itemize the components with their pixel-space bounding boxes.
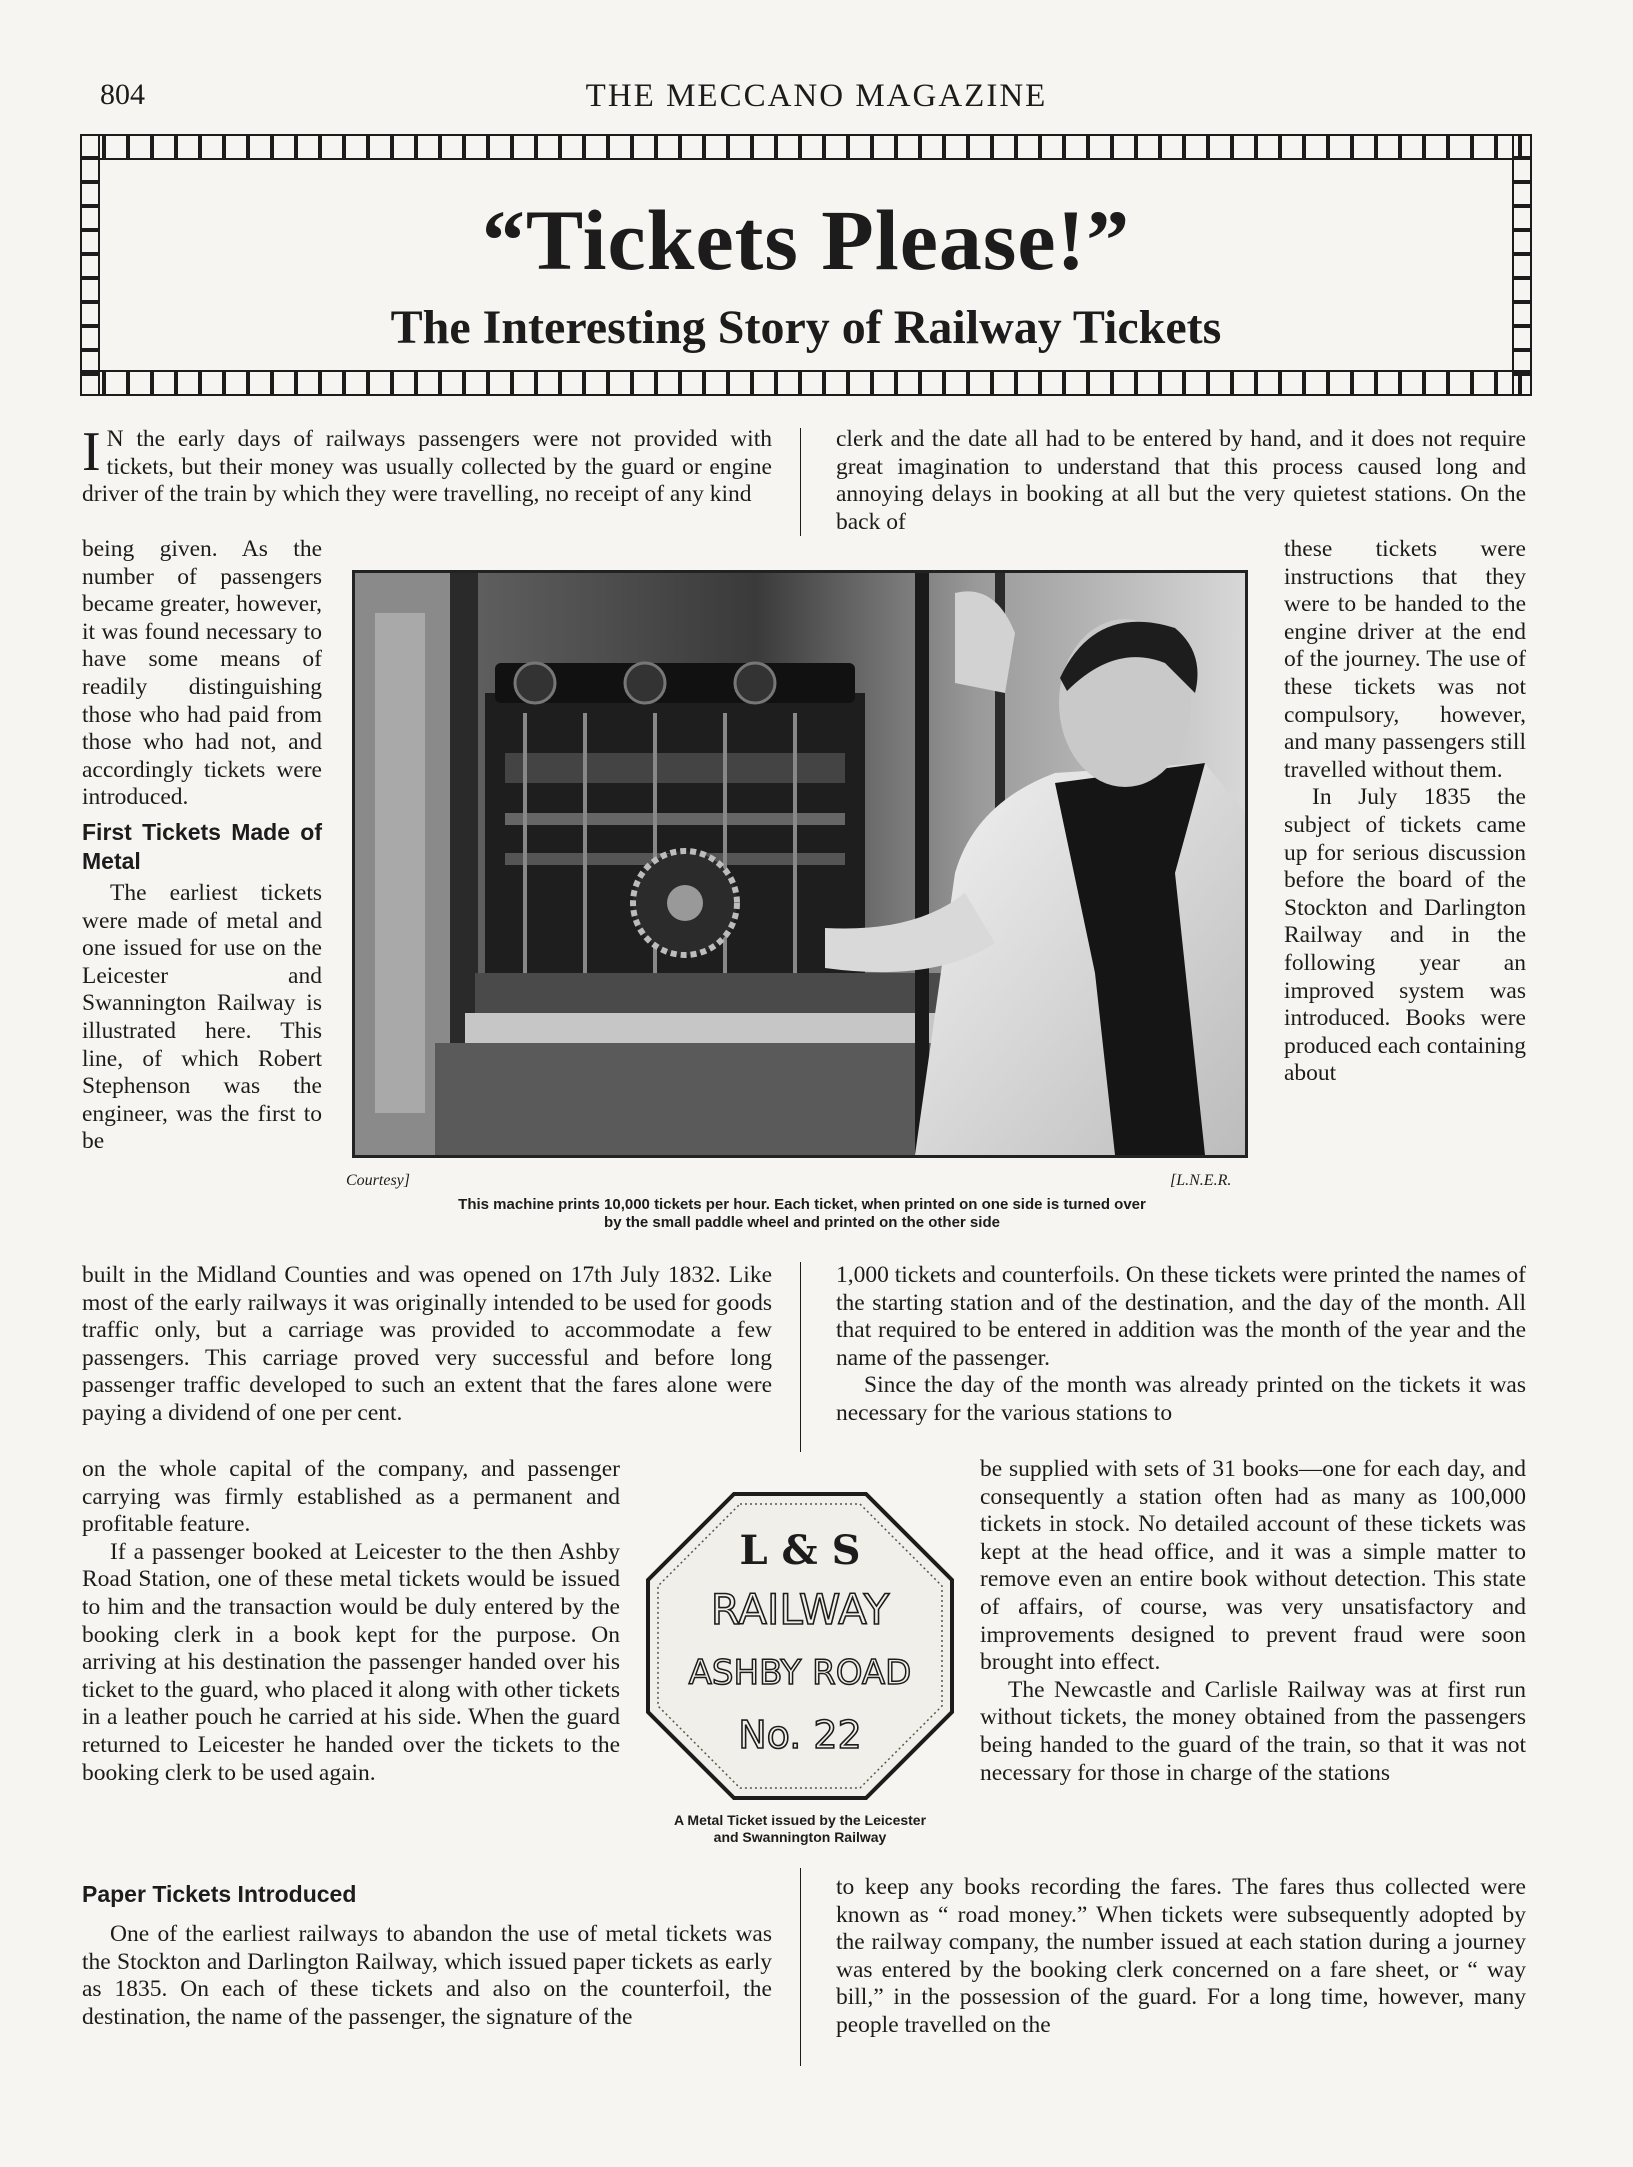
left-bottom-section	[82, 1874, 772, 2031]
ticket-line-1: L & S	[739, 1527, 861, 1574]
right-bottom-paragraph	[836, 1874, 1526, 2040]
column-rule-bottom	[800, 1868, 801, 2066]
intro-text: N the early days of railways passengers were not provided with tickets, but their money was usually collected by the guard or engine driver of the train by which they were travelling, no receipt of any kind	[82, 426, 772, 508]
right-narrow-paragraph-2: In July 1835 the subject of tickets came up for serious discussion before the board of the Stockton and Darlington Railway and in the following year an improved system was introduced. Books were produced each containing about	[1284, 784, 1526, 1087]
metal-ticket	[640, 1486, 960, 1806]
right-narrow-paragraph-1: these tickets were instructions that they were to be handed to the engine driver at the end of the journey. The use of these tickets was not compulsory, however, and many passengers still travelled without them.	[1284, 536, 1526, 783]
metal-paragraph: The earliest tickets were made of metal and one issued for use on the Leicester and Swannington Railway is illustrated here. This line, of which Robert Stephenson was the engineer, was the first to be	[82, 879, 322, 1155]
title-box	[80, 134, 1532, 396]
ticket-caption-line-2: and Swannington Railway	[713, 1829, 887, 1845]
left-lower-text: built in the Midland Counties and was opened on 17th July 1832. Like most of the early railways it was originally intended to be used for goods traffic only, but a carriage was provided to accommodate a few passengers. This carriage proved very successful and before long passenger traffic developed to such an extent that the fares alone were paying a dividend of one per cent.	[82, 1262, 772, 1426]
ticket-line-3: ASHBY ROAD	[688, 1653, 912, 1693]
ticket-line-4: No. 22	[738, 1713, 862, 1757]
right-lower-paragraph-1: 1,000 tickets and counterfoils. On these tickets were printed the names of the starting station and of the destination, and the day of the month. All that required to be entered in addition was the month of the year and the name of the passenger.	[836, 1262, 1526, 1371]
page-number: 804	[100, 78, 145, 111]
narrow-paragraph: being given. As the number of passengers became greater, however, it was found necessary to have some means of readily distinguishing those who had paid from those who had not, and accordingly tickets were introduced.	[82, 536, 322, 811]
magazine-title: THE MECCANO MAGAZINE	[585, 78, 1048, 114]
right-lower-section	[836, 1262, 1526, 1428]
column-rule-top	[800, 428, 801, 536]
photo-credit-left: Courtesy]	[346, 1172, 410, 1189]
ticket-line-2: RAILWAY	[710, 1585, 890, 1634]
article-subtitle: The Interesting Story of Railway Tickets	[390, 301, 1222, 354]
heading-metal-tickets: First Tickets Made of Metal	[82, 818, 322, 874]
metal-ticket-illustration	[640, 1486, 960, 1806]
drop-cap: I	[82, 421, 101, 483]
right-wrap-paragraph-2: The Newcastle and Carlisle Railway was at first run without tickets, the money obtained from the passengers being handed to the guard of the train, so that it was not necessary for those in charge of the stations	[980, 1676, 1526, 1786]
right-wrap-paragraph-1: be supplied with sets of 31 books—one for each day, and consequently a station often had as many as 100,000 tickets in stock. No detailed account of these tickets was kept at the head office, and it was a simple matter to remove even an entire book without detection. This state of affairs, of course, was very unsatisfactory and improvements designed to prevent fraud were soon brought into effect.	[980, 1456, 1526, 1676]
right-wrap-column	[980, 1456, 1526, 1787]
heading-paper-tickets: Paper Tickets Introduced	[82, 1881, 357, 1907]
ticket-caption	[640, 1812, 960, 1846]
photo-caption	[372, 1196, 1232, 1232]
printing-machine-illustration	[355, 573, 1245, 1155]
left-wrap-paragraph-2: If a passenger booked at Leicester to the then Ashby Road Station, one of these metal tickets would be issued to him and the transaction would be duly entered by the booking clerk in a book kept for the purpose. On arriving at his destination the passenger handed over his ticket to the guard, who placed it along with other tickets in a leather pouch he carried at his side. When the guard returned to Leicester he handed over the tickets to the booking clerk to be used again.	[82, 1538, 620, 1786]
photo-caption-line-2: by the small paddle wheel and printed on the other side	[604, 1214, 1000, 1231]
column-rule-middle	[800, 1262, 801, 1452]
right-top-paragraph	[836, 426, 1526, 536]
right-lower-paragraph-2: Since the day of the month was already printed on the tickets it was necessary for the various stations to	[836, 1372, 1526, 1426]
border-bottom	[80, 370, 1532, 396]
intro-paragraph	[82, 421, 772, 509]
photo-caption-line-1: This machine prints 10,000 tickets per hour. Each ticket, when printed on one side is turned over	[458, 1196, 1146, 1213]
border-top	[80, 134, 1532, 160]
right-bottom-text: to keep any books recording the fares. The fares thus collected were known as “ road money.” When tickets were subsequently adopted by the railway company, the number issued at each station during a journey was entered by the booking clerk concerned on a fare sheet, or “ way bill,” in the possession of the guard. For a long time, however, many people travelled on the	[836, 1874, 1526, 2038]
right-top-text: clerk and the date all had to be entered by hand, and it does not require great imagination to understand that this process caused long and annoying delays in booking at all but the very quietest stations. On the back of	[836, 426, 1526, 535]
left-wrap-paragraph-1: on the whole capital of the company, and passenger carrying was firmly established as a permanent and profitable feature.	[82, 1456, 620, 1538]
ticket-caption-line-1: A Metal Ticket issued by the Leicester	[673, 1812, 927, 1828]
left-narrow-column	[82, 536, 322, 1156]
running-head	[0, 78, 1633, 118]
article-title: “Tickets Please!”	[481, 192, 1131, 288]
printing-machine-photo	[352, 570, 1248, 1158]
left-wrap-column	[82, 1456, 620, 1787]
photo-credit-right: [L.N.E.R.	[1170, 1172, 1232, 1189]
left-lower-paragraph	[82, 1262, 772, 1428]
paper-paragraph: One of the earliest railways to abandon the use of metal tickets was the Stockton and Darlington Railway, which issued paper tickets as early as 1835. On each of these tickets and also on the counterfoil, the destination, the name of the passenger, the signature of the	[82, 1921, 772, 2030]
right-narrow-column	[1284, 536, 1526, 1088]
